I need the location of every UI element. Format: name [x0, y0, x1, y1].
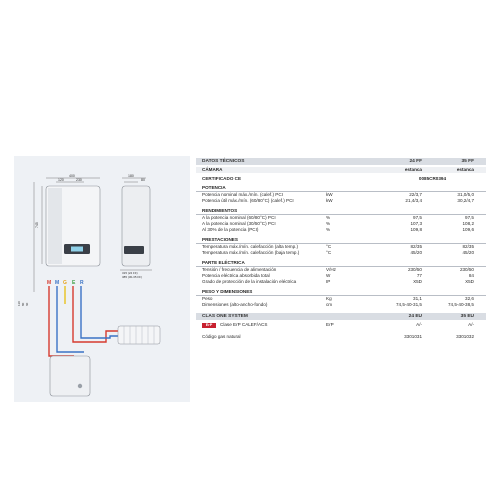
section-potencia: POTENCIA — [196, 185, 486, 192]
table-row: A la potencia nominal (30/50°C) PCI % 107,3 108,2 — [202, 221, 474, 226]
section-peso: PESO Y DIMENSIONES — [196, 289, 486, 296]
dim-height: 745 — [35, 222, 39, 228]
row-certificado: CERTIFICADO CE 0085CR0394 — [202, 176, 446, 181]
row-erp: ErP Clase ErP CALEF/ACS ErP A/- A/- — [196, 322, 486, 329]
table-row: Potencia nominal máx./mín. (calef.) PCI kW 22/3,7 31,0/5,0 — [202, 192, 474, 197]
boiler-diagram — [14, 156, 190, 402]
table-row: Tensión / frecuencia de alimentación V/Hz 230/50 230/50 — [202, 267, 474, 272]
side-dim-b: 80 — [21, 302, 25, 306]
dim-top-1: 400 — [69, 174, 75, 178]
table-row: Potencia útil máx./mín. (60/80°C) (calef.) PCI kW 21,4/3,4 30,2/4,7 — [202, 198, 474, 203]
table-row: Dimensiones (alto-ancho-fondo) cm 74,5-40-31,5 74,5-40-38,5 — [202, 302, 474, 307]
conn-label-1: M — [47, 280, 52, 286]
table-row: Grado de protección de la instalación eléctrica IP X5D X5D — [202, 279, 474, 284]
boiler-display — [71, 247, 83, 252]
depth-label-2: 385 (30-35 FF) — [122, 275, 143, 279]
col-24ff-header: 24 FF — [409, 159, 422, 164]
connection-pipes — [49, 286, 118, 356]
table-row: Al 30% de la potencia (PCI) % 109,8 109,6 — [202, 227, 474, 232]
section-rendimientos: RENDIMIENTOS — [196, 208, 486, 215]
table-row: A la potencia nominal (60/80°C) PCI % 97,5 97,5 — [202, 215, 474, 220]
side-dim-c: 60 — [25, 302, 29, 306]
radiator — [118, 326, 160, 344]
conn-label-4: E — [72, 280, 76, 286]
table-row: Temperatura máx./mín. calefacción (alta temp.) °C 82/35 82/35 — [202, 244, 474, 249]
boiler-front-shade — [48, 188, 62, 264]
conn-label-5: R — [80, 280, 84, 286]
table-row: Peso Kg 31,1 32,6 — [202, 296, 474, 301]
table-header — [196, 158, 486, 165]
dim-top-3: 120 — [58, 178, 64, 182]
table-row: Potencia eléctrica absorbida total W 77 84 — [202, 273, 474, 278]
spec-table — [192, 156, 486, 402]
boiler-diagram-panel — [14, 156, 190, 402]
depth-label-1: 315 (24 FF) — [122, 271, 138, 275]
section-electrica: PARTE ELÉCTRICA — [196, 260, 486, 267]
technical-sheet — [14, 156, 486, 402]
clas-one-header: CLAS ONE SYSTEM 24 EU 35 EU — [196, 313, 486, 320]
side-dim-a: 110 — [17, 301, 21, 306]
col-35ff-header: 35 FF — [461, 159, 474, 164]
dim-side-1: 180 — [128, 174, 134, 178]
storage-tank — [50, 356, 90, 396]
boiler-side-panel — [124, 246, 144, 254]
row-camara: CÁMARA estanca estanca — [196, 167, 486, 173]
erp-badge-icon: ErP — [202, 323, 216, 328]
dim-top-2: 230 — [76, 178, 82, 182]
conn-label-3: G — [63, 280, 67, 286]
conn-label-2: M — [55, 280, 60, 286]
section-prestaciones: PRESTACIONES — [196, 237, 486, 244]
row-codigo: Código gas natural 3301031 3301032 — [202, 334, 474, 339]
dim-side-2: 80 — [141, 178, 145, 182]
table-row: Temperatura máx./mín. calefacción (baja temp.) °C 45/20 45/20 — [202, 250, 474, 255]
table-title: DATOS TÉCNICOS — [202, 159, 245, 164]
